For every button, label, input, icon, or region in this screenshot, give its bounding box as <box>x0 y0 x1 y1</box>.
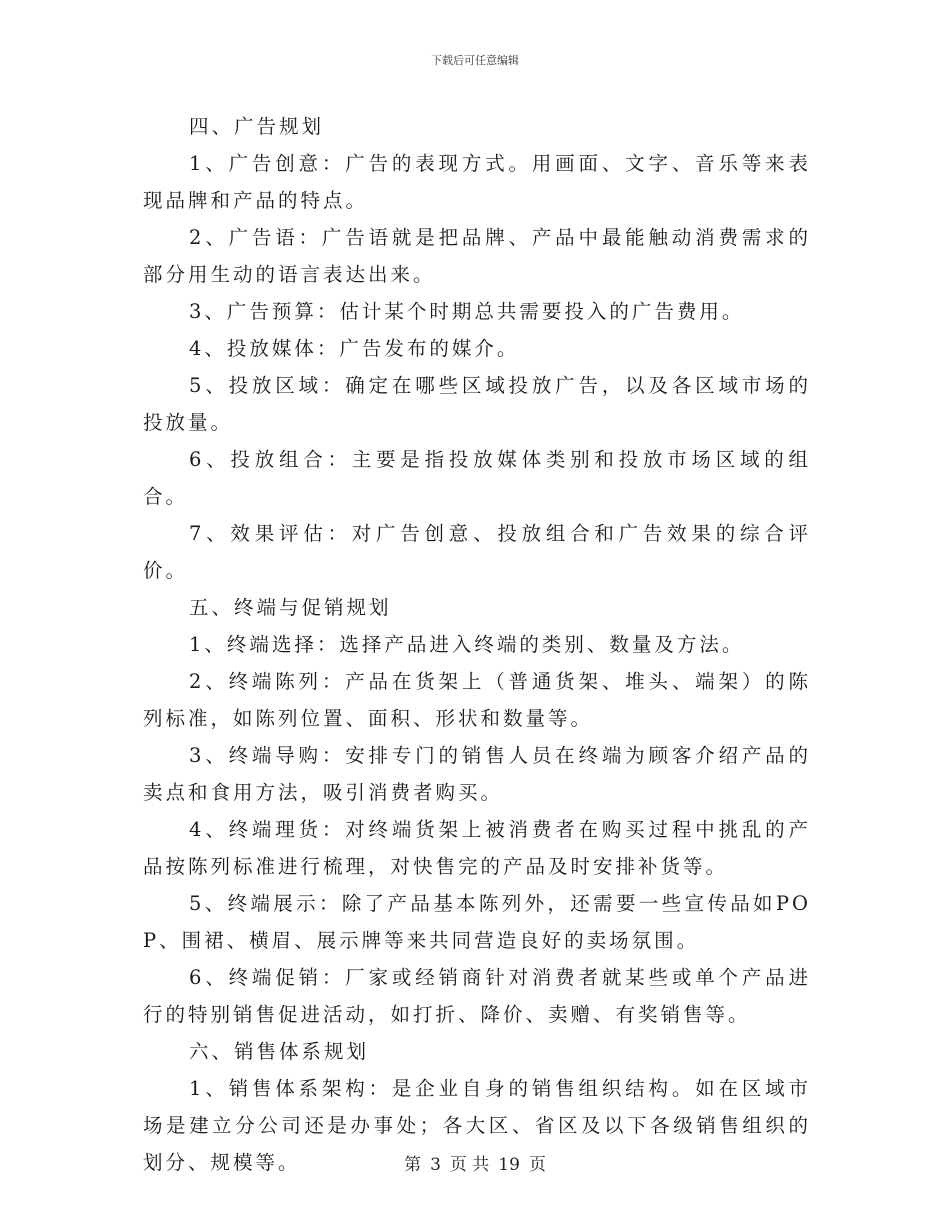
list-item: 3、终端导购：安排专门的销售人员在终端为顾客介绍产品的卖点和食用方法，吸引消费者购买。 <box>143 744 811 804</box>
list-item: 4、终端理货：对终端货架上被消费者在购买过程中挑乱的产品按陈列标准进行梳理，对快售完的产品及时安排补货等。 <box>143 818 811 878</box>
total-pages: 19 <box>498 1155 520 1175</box>
page-footer <box>0 1153 950 1177</box>
list-item: 7、效果评估：对广告创意、投放组合和广告效果的综合评价。 <box>143 522 811 582</box>
footer-prefix: 第 <box>404 1155 422 1175</box>
document-body <box>143 108 811 1181</box>
list-item: 1、销售体系架构：是企业自身的销售组织结构。如在区域市场是建立分公司还是办事处；各大区、省区及以下各级销售组织的划分、规模等。 <box>143 1077 811 1174</box>
footer-middle: 页 共 <box>449 1155 490 1175</box>
section-heading: 五、终端与促销规划 <box>189 596 392 619</box>
list-item: 5、投放区域：确定在哪些区域投放广告，以及各区域市场的投放量。 <box>143 374 811 434</box>
section-heading: 四、广告规划 <box>189 115 325 138</box>
list-item: 2、终端陈列：产品在货架上（普通货架、堆头、端架）的陈列标准，如陈列位置、面积、形状和数量等。 <box>143 670 811 730</box>
footer-suffix: 页 <box>528 1155 546 1175</box>
list-item: 2、广告语：广告语就是把品牌、产品中最能触动消费需求的部分用生动的语言表达出来。 <box>143 226 811 286</box>
page-header: 下载后可任意编辑 <box>431 54 519 67</box>
list-item: 6、终端促销：厂家或经销商针对消费者就某些或单个产品进行的特别销售促进活动，如打折、降价、卖赠、有奖销售等。 <box>143 966 811 1026</box>
list-item: 6、投放组合：主要是指投放媒体类别和投放市场区域的组合。 <box>143 448 811 508</box>
current-page-number: 3 <box>430 1155 441 1175</box>
list-item: 3、广告预算：估计某个时期总共需要投入的广告费用。 <box>189 300 745 323</box>
list-item: 4、投放媒体：广告发布的媒介。 <box>189 337 520 360</box>
list-item: 1、终端选择：选择产品进入终端的类别、数量及方法。 <box>189 633 745 656</box>
list-item: 1、广告创意：广告的表现方式。用画面、文字、音乐等来表现品牌和产品的特点。 <box>143 152 811 212</box>
list-item: 5、终端展示：除了产品基本陈列外，还需要一些宣传品如POP、围裙、横眉、展示牌等来共同营造良好的卖场氛围。 <box>143 892 811 952</box>
section-heading: 六、销售体系规划 <box>189 1040 370 1063</box>
